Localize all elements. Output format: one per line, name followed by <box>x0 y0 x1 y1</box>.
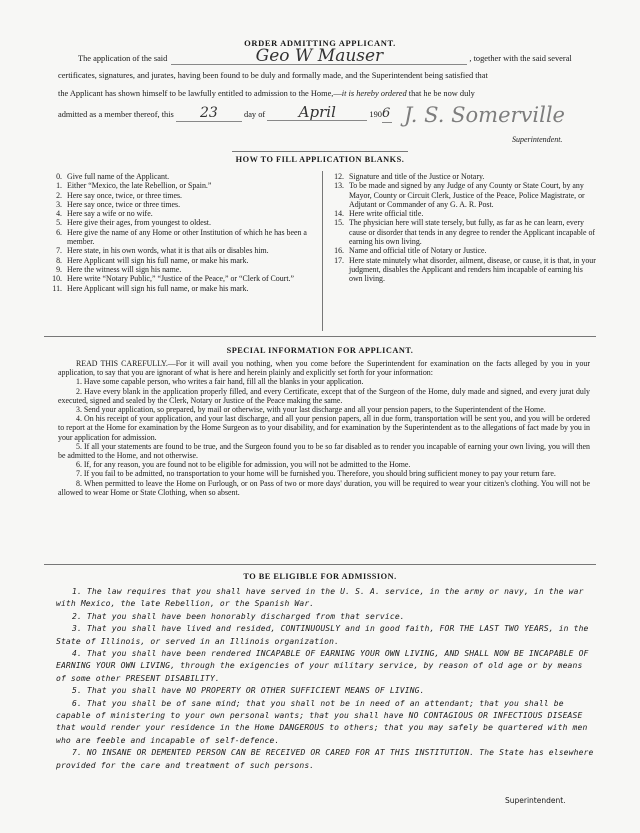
order-title: ORDER ADMITTING APPLICANT. <box>244 38 396 48</box>
order-line-4-start: admitted as a member thereof, this <box>58 110 174 119</box>
list-item: 16. Name and official title of Notary or Justice. <box>334 246 487 256</box>
eligible-body <box>56 586 596 772</box>
applicant-signature: Geo W Mauser <box>171 48 467 65</box>
list-item: 17. Here state minutely what disorder, ailment, disease, or cause, it is that, in your judgment, disables the Applicant and renders him incapable of earning his own living. <box>334 255 596 284</box>
divider-rule <box>232 151 408 152</box>
divider-rule <box>44 336 596 337</box>
list-item: 8. Here Applicant will sign his full name, or make his mark. <box>56 255 249 265</box>
special-item: 5. If all your statements are found to be true, and the Surgeon found you to be so far disabled as to render you incapable of earning your own living, you will then be admitted to the Home, and not otherwise. <box>58 441 590 461</box>
eligible-item: 7. NO INSANE OR DEMENTED PERSON CAN BE RECEIVED OR CARED FOR AT THIS INSTITUTION. The State has elsewhere provided for the care and treatment of such persons. <box>56 748 594 770</box>
order-line-2: certificates, signatures, and jurates, having been found to be duly and formally made, and the Superintendent being satisfied that <box>58 71 488 80</box>
list-item: 14. Here write official title. <box>334 209 424 219</box>
list-item: 5. Here give their ages, from youngest to oldest. <box>56 218 211 228</box>
order-line-3-end: that he be now duly <box>406 89 475 98</box>
how-to-right-list <box>326 172 598 284</box>
special-item: 8. When permitted to leave the Home on Furlough, or on Pass of two or more days' duration, you will be required to wear your citizen's clothing. You will not be allowed to wear Home or State Clothing, when so absent. <box>58 478 590 497</box>
list-item: 12. Signature and title of the Justice or Notary. <box>334 172 485 181</box>
order-line-1-start: The application of the said <box>78 54 168 63</box>
list-item: 1. Either “Mexico, the late Rebellion, or Spain.” <box>56 181 212 191</box>
special-heading: SPECIAL INFORMATION FOR APPLICANT. <box>226 346 414 355</box>
superintendent-signature: J. S. Somerville <box>404 103 565 127</box>
list-item: 15. The physician here will state tersely, but fully, as far as he can learn, every cause or disorder that tends in any degree to render the Applicant incapable of earning his own living. <box>334 218 596 247</box>
special-item: 6. If, for any reason, you are found not to be eligible for admission, you will not be admitted to the Home. <box>76 460 411 470</box>
divider-rule <box>44 564 596 565</box>
special-intro: READ THIS CAREFULLY.—For it will avail you nothing, when you come before the Superintendent for examination on the facts alleged by you in your application, to say that you are ignorant of what is here and herein plainly and explicitly set forth for your information: <box>58 359 590 378</box>
order-line-1-end: , together with the said several <box>469 54 572 63</box>
list-item: 9. Here the witness will sign his name. <box>56 264 182 274</box>
how-to-left-list <box>44 172 320 293</box>
list-item: 7. Here state, in his own words, what it is that ails or disables him. <box>56 246 269 256</box>
eligible-item: 2. That you shall have been honorably discharged from that service. <box>72 611 405 621</box>
order-line-3-emphasis: it is hereby ordered <box>341 89 407 98</box>
list-item: 0. Give full name of the Applicant. <box>56 172 170 181</box>
special-item: 2. Have every blank in the application properly filled, and every Certificate, except that of the Surgeon of the Home, duly made and signed, and every jurat duly executed, signed and sealed by the Clerk, Notary or Justice of the Peace making the same. <box>58 386 590 405</box>
special-item: 1. Have some capable person, who writes a fair hand, fill all the blanks in your application. <box>76 377 364 387</box>
special-item: 3. Send your application, so prepared, by mail or otherwise, with your last discharge and all your pension papers, to the Superintendent of the Home. <box>76 405 546 415</box>
eligible-item: 5. That you shall have NO PROPERTY OR OTHER SUFFICIENT MEANS OF LIVING. <box>72 686 425 696</box>
order-line-3 <box>58 86 475 102</box>
order-line-3-start: the Applicant has shown himself to be lawfully entitled to admission to the Home,— <box>58 89 342 98</box>
order-line-1 <box>78 48 572 67</box>
order-line-4-day-of: day of <box>244 110 266 119</box>
superintendent-footer-label: Superintendent. <box>505 796 566 805</box>
year-value: 6 <box>381 106 391 121</box>
special-item: 4. On his receipt of your application, and your last discharge, and all your pension papers, all in due form, transportation will be sent you, and you will be ordered to report at the Home for examination by the Home Surgeon as to your disability, and for examination by the Superintendent as to the allegations of fact made by you in your application for admission. <box>58 414 590 442</box>
eligible-item: 3. That you shall have lived and resided, CONTINUOUSLY and in good faith, FOR THE LAST TWO YEARS, in the State of Illinois, or served in an Illinois organization. <box>56 624 589 646</box>
day-value: 23 <box>176 105 242 122</box>
list-item: 11. Here Applicant will sign his full name, or make his mark. <box>52 283 249 293</box>
year-prefix: 190 <box>369 110 382 119</box>
how-to-heading: HOW TO FILL APPLICATION BLANKS. <box>235 155 405 164</box>
month-value: April <box>267 104 367 121</box>
eligible-item: 6. That you shall be of sane mind; that you shall not be in need of an attendant; that you shall be capable of ministering to your own personal wants; that you shall have NO CONTAGIOUS OR INFECTIOUS DISEASE that would render your residence in the Home DANGEROUS to others; that you may safely be quartered with men who are feeble and incapable of self-defence. <box>56 698 588 745</box>
list-item: 6. Here give the name of any Home or other Institution of which he has been a member. <box>56 227 307 247</box>
list-item: 4. Here say a wife or no wife. <box>56 209 153 219</box>
eligible-item: 4. That you shall have been rendered INCAPABLE OF EARNING YOUR OWN LIVING, AND SHALL NOW BE INCAPABLE OF EARNING YOUR OWN LIVING, through the exigencies of your military service, by reason of old age or by means of some other PRESENT DISABILITY. <box>56 649 589 683</box>
list-item: 10. Here write “Notary Public,” “Justice of the Peace,” or “Clerk of Court.” <box>52 274 294 284</box>
column-divider <box>322 171 323 331</box>
eligible-item: 1. The law requires that you shall have served in the U. S. A. service, in the army or navy, in the war with Mexico, the late Rebellion, or the Spanish War. <box>56 587 584 609</box>
superintendent-label: Superintendent. <box>512 135 563 144</box>
special-info-body <box>58 359 590 497</box>
list-item: 2. Here say once, twice, or three times. <box>56 190 183 200</box>
special-item: 7. If you fail to be admitted, no transportation to your home will be furnished you. Therefore, you should bring sufficient money to pay your return fare. <box>76 469 556 479</box>
list-item: 13. To be made and signed by any Judge of any County or State Court, by any Mayor, County or Circuit Clerk, Justice of the Peace, Police Magistrate, or Adjutant or Commander of any G. A. R. Post. <box>334 181 585 209</box>
order-line-4 <box>58 104 392 123</box>
eligible-heading: TO BE ELIGIBLE FOR ADMISSION. <box>243 572 397 581</box>
list-item: 3. Here say once, twice or three times. <box>56 199 181 209</box>
